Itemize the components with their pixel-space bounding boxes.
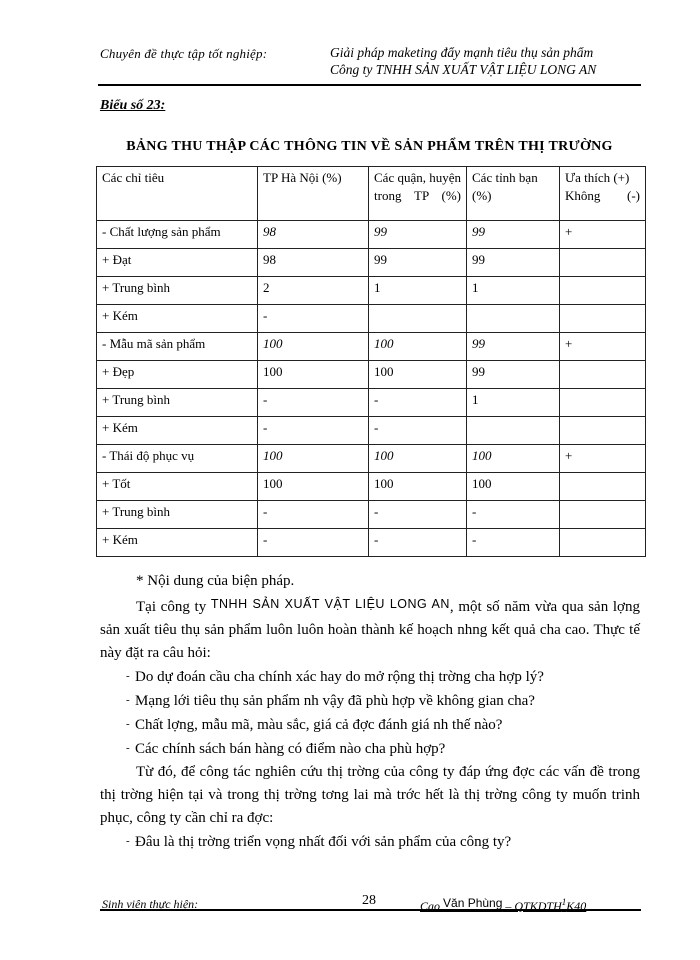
list-item [100,689,640,713]
row-value [560,501,646,529]
row-value: 99 [467,333,560,361]
row-value: 1 [467,389,560,417]
table-row [97,529,646,557]
bullet-dash-icon: - [126,742,130,754]
row-value: - [369,529,467,557]
row-label: + Kém [97,305,258,333]
row-value: + [560,333,646,361]
row-value: 100 [369,333,467,361]
table-row [97,361,646,389]
page-footer [100,893,641,911]
header-cell-districts: Các quận, huyện trong TP (%) [369,167,467,221]
bullet-dash-icon: - [126,835,130,847]
section-label: Biểu số 23: [100,98,166,113]
footer-author-name: Văn Phùng [443,896,503,910]
row-value [560,249,646,277]
row-value: - [369,501,467,529]
row-value: - [467,501,560,529]
row-value [560,473,646,501]
row-value: 99 [467,221,560,249]
row-label: + Đạt [97,249,258,277]
row-value [560,277,646,305]
table-row [97,305,646,333]
list-item [100,665,640,689]
row-value: 98 [258,221,369,249]
row-label: - Thái độ phục vụ [97,445,258,473]
row-value: 1 [369,277,467,305]
row-value: 100 [258,333,369,361]
footer-class-prefix: – QTKDTH [502,899,562,913]
row-label: + Trung bình [97,389,258,417]
header-cell-provinces: Các tỉnh bạn (%) [467,167,560,221]
row-value [369,305,467,333]
row-value [467,417,560,445]
row-label: + Tốt [97,473,258,501]
list-item-text: Do dự đoán cầu cha chính xác hay do mở rộng thị trờng cha hợp lý? [135,669,544,685]
row-value: 99 [369,249,467,277]
row-value: 100 [258,445,369,473]
row-value [560,529,646,557]
table-row [97,277,646,305]
row-value: - [467,529,560,557]
row-value: 1 [467,277,560,305]
paragraph-1-end: , một số năm vừa qua sản lợng sản xuất tiêu thụ sản phẩm luôn luôn hoàn thành kế hoạch nhng kết quả cha cao. Thực tế này đặt ra câu hỏi: [100,599,640,661]
list-item [100,713,640,737]
row-value: + [560,221,646,249]
table-row [97,333,646,361]
row-value: - [258,529,369,557]
table-title: BẢNG THU THẬP CÁC THÔNG TIN VỀ SẢN PHẨM TRÊN THỊ TRƯỜNG [126,139,613,154]
header-right-line1: Giải pháp maketing đẩy mạnh tiêu thụ sản phẩm [330,45,594,60]
row-value: 100 [369,445,467,473]
row-value [560,417,646,445]
row-value: 2 [258,277,369,305]
table-row [97,249,646,277]
row-value: 100 [258,361,369,389]
header-cell-preference: Ưa thích (+) Không (-) [560,167,646,221]
header-right-line2: Công ty TNHH SẢN XUẤT VẬT LIỆU LONG AN [330,62,597,77]
footer-author [420,896,586,914]
row-label: + Trung bình [97,277,258,305]
row-value: 99 [369,221,467,249]
footer-class-sup: 1 [561,897,567,907]
row-value [560,361,646,389]
row-label: - Mẫu mã sản phẩm [97,333,258,361]
row-value: 100 [369,361,467,389]
list-item-text: Các chính sách bán hàng có điểm nào cha phù hợp? [135,741,446,757]
row-value: 99 [467,249,560,277]
row-value: - [369,417,467,445]
page-number: 28 [362,893,376,908]
bullet-dash-icon: - [126,670,130,682]
table-row [97,445,646,473]
row-value [560,305,646,333]
row-value: 100 [467,445,560,473]
header-left-text: Chuyên đề thực tập tốt nghiệp: [100,46,268,61]
footer-author-surname: Cao [420,899,444,913]
row-value: 100 [369,473,467,501]
row-value: + [560,445,646,473]
header-right-text [330,44,596,78]
row-value: 99 [467,361,560,389]
row-value [467,305,560,333]
page-header [98,42,641,86]
bullet-dash-icon: - [126,694,130,706]
paragraph-2: Từ đó, để công tác nghiên cứu thị trờng của công ty đáp ứng đợc các vấn đề trong thị trờng hiện tại và trong thị trờng tơng lai mà trớc hết là thị trờng công ty muốn trinh phục, công ty cần chỉ ra đợc: [100,764,640,826]
row-label: + Trung bình [97,501,258,529]
paragraph-1 [100,593,640,665]
list-item-text: Đâu là thị trờng triển vọng nhất đối với sản phẩm của công ty? [135,834,512,850]
row-value [560,389,646,417]
row-label: + Đẹp [97,361,258,389]
table-row [97,389,646,417]
row-value: - [369,389,467,417]
footer-left-text: Sinh viên thực hiện: [102,897,199,911]
list-item-text: Mạng lới tiêu thụ sản phẩm nh vậy đã phù hợp về không gian cha? [135,693,535,709]
row-value: 100 [467,473,560,501]
row-label: - Chất lượng sản phẩm [97,221,258,249]
table-row [97,473,646,501]
row-value: 100 [258,473,369,501]
table-row [97,221,646,249]
row-value: 98 [258,249,369,277]
table-row [97,501,646,529]
company-name: TNHH SẢN XUẤT VẬT LIỆU LONG AN [210,597,450,611]
list-item [100,830,640,854]
table-row [97,417,646,445]
question-list [100,665,640,761]
bullet-dash-icon: - [126,718,130,730]
requirement-list [100,830,640,854]
row-value: - [258,389,369,417]
list-item-text: Chất lợng, mẫu mã, màu sắc, giá cả đợc đánh giá nh thế nào? [135,717,503,733]
info-table [96,166,646,557]
row-label: + Kém [97,417,258,445]
row-label: + Kém [97,529,258,557]
body-section [100,570,640,854]
header-cell-criteria: Các chỉ tiêu [97,167,258,221]
row-value: - [258,305,369,333]
paragraph-1-start: Tại công ty [136,599,211,615]
table-header-row [97,167,646,221]
header-cell-hanoi: TP Hà Nội (%) [258,167,369,221]
subheading: * Nội dung của biện pháp. [136,573,295,589]
row-value: - [258,501,369,529]
footer-class-suffix: K40 [566,899,587,913]
row-value: - [258,417,369,445]
list-item [100,737,640,761]
